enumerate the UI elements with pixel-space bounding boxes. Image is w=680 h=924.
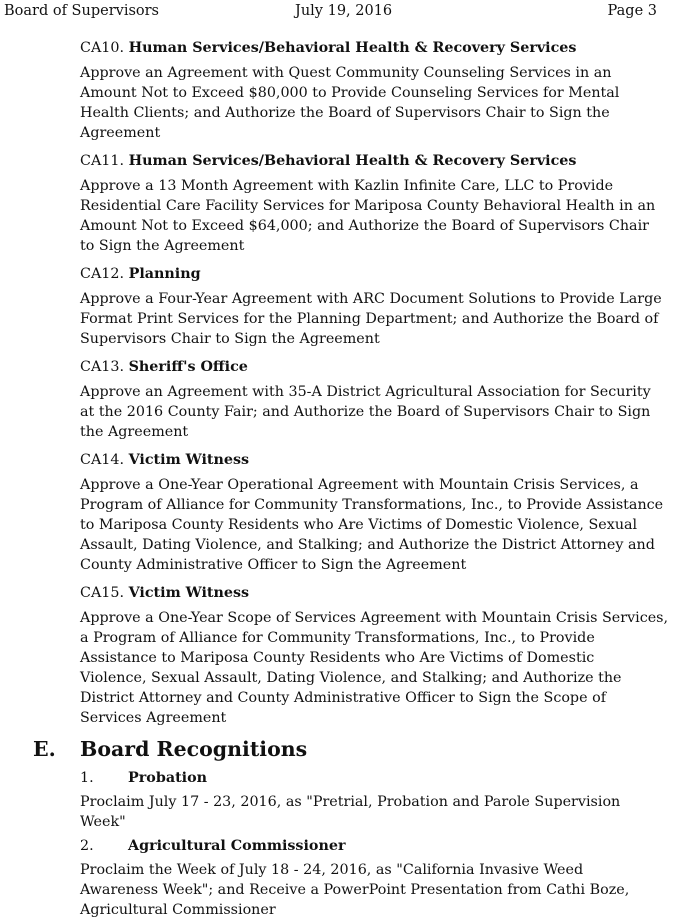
description-line: Residential Care Facility Services for Mariposa County Behavioral Health in an — [80, 198, 656, 214]
description-line: Week" — [80, 814, 126, 830]
description-line: District Attorney and County Administrative Officer to Sign the Scope of — [80, 690, 606, 706]
description-line: to Mariposa County Residents who Are Victims of Domestic Violence, Sexual — [80, 517, 638, 533]
description-line: Approve a 13 Month Agreement with Kazlin Infinite Care, LLC to Provide — [80, 178, 614, 194]
agenda-item — [80, 450, 670, 575]
description-line: the Agreement — [80, 424, 189, 440]
description-line: Proclaim the Week of July 18 - 24, 2016, as "California Invasive Weed — [80, 862, 584, 878]
description-line: Amount Not to Exceed $80,000 to Provide Counseling Services for Mental — [80, 85, 620, 101]
header-date: July 19, 2016 — [295, 3, 393, 19]
description-line: Supervisors Chair to Sign the Agreement — [80, 331, 380, 347]
description-line: Agricultural Commissioner — [80, 902, 276, 918]
agenda-item-description — [80, 382, 670, 442]
agenda-item-heading — [80, 151, 670, 171]
agenda-item — [80, 264, 670, 349]
agenda-item-department: Victim Witness — [128, 585, 250, 601]
description-line: Health Clients; and Authorize the Board of Supervisors Chair to Sign the — [80, 105, 610, 121]
section-title: Board Recognitions — [80, 737, 308, 761]
description-line: County Administrative Officer to Sign the Agreement — [80, 557, 467, 573]
agenda-item-code: CA14. — [80, 452, 125, 468]
agenda-item-description — [80, 289, 670, 349]
recognition-item — [80, 836, 670, 920]
recognition-description — [80, 860, 670, 920]
agenda-item-description — [80, 176, 670, 256]
agenda-item-heading — [80, 450, 670, 470]
consent-agenda-list — [80, 38, 670, 736]
description-line: Services Agreement — [80, 710, 227, 726]
section-letter: E. — [33, 737, 56, 761]
recognition-description — [80, 792, 670, 832]
agenda-item — [80, 151, 670, 256]
description-line: Amount Not to Exceed $64,000; and Authorize the Board of Supervisors Chair — [80, 218, 649, 234]
description-line: at the 2016 County Fair; and Authorize the Board of Supervisors Chair to Sign — [80, 404, 651, 420]
description-line: Assistance to Mariposa County Residents who Are Victims of Domestic — [80, 650, 595, 666]
description-line: Approve a One-Year Operational Agreement with Mountain Crisis Services, a — [80, 477, 639, 493]
agenda-item-department: Sheriff's Office — [128, 359, 248, 375]
description-line: Program of Alliance for Community Transformations, Inc., to Provide Assistance — [80, 497, 664, 513]
agenda-item-description — [80, 608, 670, 728]
description-line: Approve a Four-Year Agreement with ARC Document Solutions to Provide Large — [80, 291, 662, 307]
header-page-number: Page 3 — [607, 3, 657, 19]
recognition-number: 1. — [80, 770, 94, 786]
description-line: Approve an Agreement with Quest Community Counseling Services in an — [80, 65, 612, 81]
recognition-department: Agricultural Commissioner — [128, 838, 346, 854]
section-heading — [33, 734, 673, 764]
recognition-item — [80, 768, 670, 832]
agenda-item-department: Victim Witness — [128, 452, 250, 468]
section-board-recognitions — [33, 734, 673, 924]
recognition-heading — [80, 836, 670, 856]
page-header — [0, 3, 680, 25]
agenda-item-code: CA15. — [80, 585, 125, 601]
agenda-item — [80, 583, 670, 728]
agenda-item-code: CA11. — [80, 153, 125, 169]
agenda-item — [80, 357, 670, 442]
agenda-item-code: CA12. — [80, 266, 125, 282]
description-line: Approve a One-Year Scope of Services Agreement with Mountain Crisis Services, — [80, 610, 669, 626]
description-line: Format Print Services for the Planning Department; and Authorize the Board of — [80, 311, 659, 327]
description-line: Awareness Week"; and Receive a PowerPoint Presentation from Cathi Boze, — [80, 882, 630, 898]
recognition-department: Probation — [128, 770, 208, 786]
recognition-list — [33, 768, 673, 920]
description-line: Approve an Agreement with 35-A District Agricultural Association for Security — [80, 384, 651, 400]
description-line: Assault, Dating Violence, and Stalking; and Authorize the District Attorney and — [80, 537, 655, 553]
recognition-heading — [80, 768, 670, 788]
description-line: Agreement — [80, 125, 161, 141]
description-line: a Program of Alliance for Community Transformations, Inc., to Provide — [80, 630, 595, 646]
agenda-item-department: Human Services/Behavioral Health & Recovery Services — [128, 40, 577, 56]
agenda-item-heading — [80, 583, 670, 603]
agenda-item-department: Planning — [128, 266, 201, 282]
recognition-number: 2. — [80, 838, 94, 854]
agenda-item-code: CA10. — [80, 40, 125, 56]
agenda-item-heading — [80, 357, 670, 377]
description-line: to Sign the Agreement — [80, 238, 245, 254]
agenda-item — [80, 38, 670, 143]
agenda-item-heading — [80, 264, 670, 284]
agenda-item-description — [80, 475, 670, 575]
header-board-name: Board of Supervisors — [4, 3, 159, 19]
agenda-item-code: CA13. — [80, 359, 125, 375]
agenda-item-department: Human Services/Behavioral Health & Recovery Services — [128, 153, 577, 169]
agenda-item-description — [80, 63, 670, 143]
description-line: Proclaim July 17 - 23, 2016, as "Pretrial, Probation and Parole Supervision — [80, 794, 621, 810]
description-line: Violence, Sexual Assault, Dating Violence, and Stalking; and Authorize the — [80, 670, 622, 686]
agenda-item-heading — [80, 38, 670, 58]
